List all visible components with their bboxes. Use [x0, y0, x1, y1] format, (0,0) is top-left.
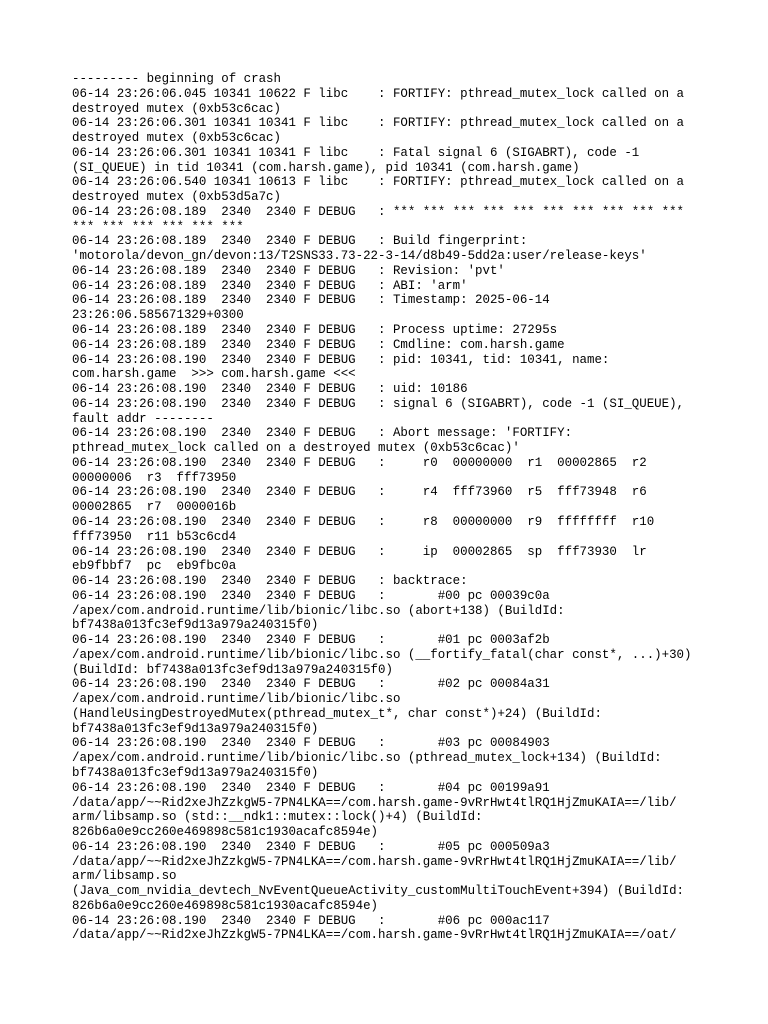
log-line: pthread_mutex_lock called on a destroyed mutex (0xb53c6cac)' — [72, 441, 520, 456]
log-line: 06-14 23:26:08.190 2340 2340 F DEBUG : #02 pc 00084a31 — [72, 677, 550, 692]
log-line: arm/libsamp.so — [72, 869, 177, 884]
log-line: 06-14 23:26:08.190 2340 2340 F DEBUG : #06 pc 000ac117 — [72, 913, 550, 928]
log-line: /apex/com.android.runtime/lib/bionic/libc.so — [72, 692, 401, 707]
log-line: 06-14 23:26:08.190 2340 2340 F DEBUG : #01 pc 0003af2b — [72, 633, 550, 648]
log-line: 00002865 r7 0000016b — [72, 500, 237, 515]
log-line: 'motorola/devon_gn/devon:13/T2SNS33.73-22-3-14/d8b49-5dd2a:user/release-keys' — [72, 249, 647, 264]
log-line: arm/libsamp.so (std::__ndk1::mutex::lock()+4) (BuildId: — [72, 810, 483, 825]
log-line: 06-14 23:26:08.190 2340 2340 F DEBUG : r4 fff73960 r5 fff73948 r6 — [72, 485, 647, 500]
log-line: (HandleUsingDestroyedMutex(pthread_mutex_t*, char const*)+24) (BuildId: — [72, 706, 602, 721]
log-line: /apex/com.android.runtime/lib/bionic/libc.so (abort+138) (BuildId: — [72, 603, 565, 618]
log-line: (BuildId: bf7438a013fc3ef9d13a979a240315f0) — [72, 662, 393, 677]
log-line: 06-14 23:26:06.301 10341 10341 F libc : Fatal signal 6 (SIGABRT), code -1 — [72, 145, 640, 160]
log-line: 06-14 23:26:06.301 10341 10341 F libc : FORTIFY: pthread_mutex_lock called on a — [72, 116, 685, 131]
log-line: (Java_com_nvidia_devtech_NvEventQueueActivity_customMultiTouchEvent+394) (BuildId: — [72, 884, 685, 899]
log-line: 06-14 23:26:08.189 2340 2340 F DEBUG : *** *** *** *** *** *** *** *** *** *** — [72, 204, 685, 219]
log-line: --------- beginning of crash — [72, 72, 281, 86]
log-line: bf7438a013fc3ef9d13a979a240315f0) — [72, 765, 319, 780]
log-line: /data/app/~~Rid2xeJhZzkgW5-7PN4LKA==/com.harsh.game-9vRrHwt4tlRQ1HjZmuKAIA==/lib/ — [72, 854, 677, 869]
log-line: 06-14 23:26:08.190 2340 2340 F DEBUG : r8 00000000 r9 ffffffff r10 — [72, 514, 655, 529]
log-line: 06-14 23:26:08.190 2340 2340 F DEBUG : #03 pc 00084903 — [72, 736, 550, 751]
log-line: 06-14 23:26:08.190 2340 2340 F DEBUG : #04 pc 00199a91 — [72, 780, 550, 795]
log-line: destroyed mutex (0xb53d5a7c) — [72, 190, 281, 205]
log-line: 06-14 23:26:08.190 2340 2340 F DEBUG : ip 00002865 sp fff73930 lr — [72, 544, 647, 559]
log-line: 06-14 23:26:06.540 10341 10613 F libc : FORTIFY: pthread_mutex_lock called on a — [72, 175, 685, 190]
log-line: 06-14 23:26:08.189 2340 2340 F DEBUG : Cmdline: com.harsh.game — [72, 337, 565, 352]
log-line: 06-14 23:26:08.189 2340 2340 F DEBUG : Timestamp: 2025-06-14 — [72, 293, 550, 308]
log-line: 06-14 23:26:08.190 2340 2340 F DEBUG : signal 6 (SIGABRT), code -1 (SI_QUEUE), — [72, 396, 685, 411]
log-line: 06-14 23:26:08.190 2340 2340 F DEBUG : r0 00000000 r1 00002865 r2 — [72, 455, 647, 470]
log-line: (SI_QUEUE) in tid 10341 (com.harsh.game), pid 10341 (com.harsh.game) — [72, 160, 580, 175]
log-line: 06-14 23:26:08.189 2340 2340 F DEBUG : Build fingerprint: — [72, 234, 528, 249]
log-line: 06-14 23:26:08.190 2340 2340 F DEBUG : uid: 10186 — [72, 382, 468, 397]
log-line: 23:26:06.585671329+0300 — [72, 308, 244, 323]
log-line: /data/app/~~Rid2xeJhZzkgW5-7PN4LKA==/com.harsh.game-9vRrHwt4tlRQ1HjZmuKAIA==/lib/ — [72, 795, 677, 810]
log-line: 00000006 r3 fff73950 — [72, 470, 237, 485]
log-line: 06-14 23:26:08.189 2340 2340 F DEBUG : Process uptime: 27295s — [72, 323, 558, 338]
log-line: 06-14 23:26:06.045 10341 10622 F libc : FORTIFY: pthread_mutex_lock called on a — [72, 86, 685, 101]
log-line: *** *** *** *** *** *** — [72, 219, 244, 234]
log-line: fault addr -------- — [72, 411, 214, 426]
log-line: com.harsh.game >>> com.harsh.game <<< — [72, 367, 356, 382]
crash-log-document — [72, 72, 712, 943]
log-line: 06-14 23:26:08.190 2340 2340 F DEBUG : #00 pc 00039c0a — [72, 588, 550, 603]
log-line: fff73950 r11 b53c6cd4 — [72, 529, 237, 544]
log-line: destroyed mutex (0xb53c6cac) — [72, 131, 281, 146]
log-line: eb9fbbf7 pc eb9fbc0a — [72, 559, 237, 574]
log-line: /apex/com.android.runtime/lib/bionic/libc.so (__fortify_fatal(char const*, ...)+30) — [72, 647, 692, 662]
log-line: 06-14 23:26:08.189 2340 2340 F DEBUG : Revision: 'pvt' — [72, 263, 505, 278]
log-line: 06-14 23:26:08.190 2340 2340 F DEBUG : Abort message: 'FORTIFY: — [72, 426, 573, 441]
log-line: /apex/com.android.runtime/lib/bionic/libc.so (pthread_mutex_lock+134) (BuildId: — [72, 751, 662, 766]
log-line: 06-14 23:26:08.190 2340 2340 F DEBUG : #05 pc 000509a3 — [72, 839, 550, 854]
log-line: 826b6a0e9cc260e469898c581c1930acafc8594e) — [72, 898, 379, 913]
log-line: /data/app/~~Rid2xeJhZzkgW5-7PN4LKA==/com.harsh.game-9vRrHwt4tlRQ1HjZmuKAIA==/oat/ — [72, 928, 677, 943]
log-line: 06-14 23:26:08.190 2340 2340 F DEBUG : pid: 10341, tid: 10341, name: — [72, 352, 610, 367]
log-line: 826b6a0e9cc260e469898c581c1930acafc8594e) — [72, 825, 379, 840]
log-line: 06-14 23:26:08.189 2340 2340 F DEBUG : ABI: 'arm' — [72, 278, 468, 293]
log-line: bf7438a013fc3ef9d13a979a240315f0) — [72, 721, 319, 736]
log-line: destroyed mutex (0xb53c6cac) — [72, 101, 281, 116]
log-line: 06-14 23:26:08.190 2340 2340 F DEBUG : backtrace: — [72, 574, 468, 589]
log-line: bf7438a013fc3ef9d13a979a240315f0) — [72, 618, 319, 633]
